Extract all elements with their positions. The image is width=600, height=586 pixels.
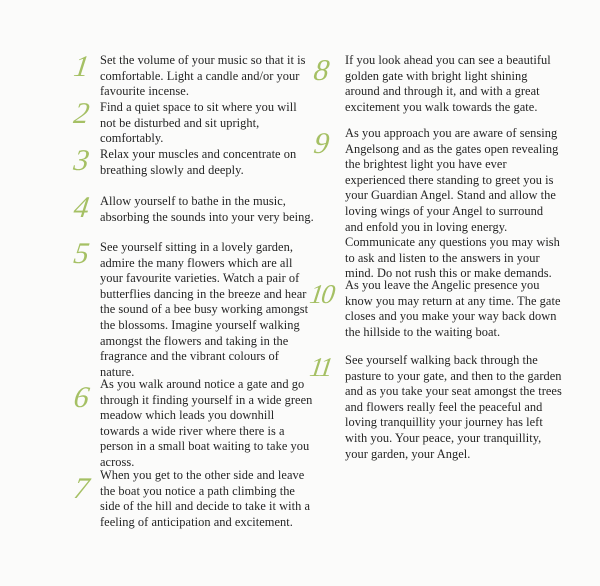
step-10-number: 10 [307, 279, 336, 309]
step-4-number: 4 [71, 191, 92, 224]
step-1-number: 1 [71, 50, 92, 83]
step-6-number: 6 [71, 381, 92, 414]
step-6-text: As you walk around notice a gate and go through it finding yourself in a wide green meadow which leads you downhill towards a wide river where there is a person in a small boat waiting to take you across. [100, 377, 313, 469]
step-5-text: See yourself sitting in a lovely garden, admire the many flowers which are all your favourite varieties. Watch a pair of butterflies dancing in the breeze and hear the sound of a bee busy working amongst the blossoms. Imagine yourself walking amongst the flowers and taking in the fragrance and the vibrant colours of nature. [100, 240, 309, 379]
step-7-text: When you get to the other side and leave the boat you notice a path climbing the side of the hill and decide to take it with a feeling of anticipation and excitement. [100, 468, 311, 529]
step-8-number: 8 [311, 54, 332, 87]
step-1-text: Set the volume of your music so that it is comfortable. Light a candle and/or your favourite incense. [100, 53, 306, 99]
step-5-number: 5 [71, 237, 92, 270]
step-8-text: If you look ahead you can see a beautiful golden gate with bright light shining around and through it, and with a great excitement you walk towards the gate. [345, 53, 551, 114]
step-9-text: As you approach you are aware of sensing Angelsong and as the gates open revealing the brightest light you have ever experienced there standing to greet you is your Guardian Angel. Stand and allow the loving wings of your Angel to surround and enfold you in loving energy. Communicate any questions you may wish to ask and listen to the answers in your mind. Do not rush this or make demands. [345, 126, 560, 281]
step-2-number: 2 [71, 97, 92, 130]
step-7-number: 7 [71, 472, 92, 505]
step-11-text: See yourself walking back through the pasture to your gate, and then to the garden and as you take your seat amongst the trees and flowers really feel the peaceful and loving tranquillity your journey has left with you. Your peace, your tranquillity, your garden, your Angel. [345, 353, 562, 461]
step-3-text: Relax your muscles and concentrate on breathing slowly and deeply. [100, 147, 297, 177]
step-4-text: Allow yourself to bathe in the music, absorbing the sounds into your very being. [100, 194, 314, 224]
step-2-text: Find a quiet space to sit where you will not be disturbed and sit upright, comfortably. [100, 100, 297, 146]
step-9-number: 9 [311, 127, 332, 160]
step-10-text: As you leave the Angelic presence you know you may return at any time. The gate closes and you make your way back down the hillside to the waiting boat. [345, 278, 561, 339]
step-11-number: 11 [307, 352, 334, 382]
step-3-number: 3 [71, 144, 92, 177]
